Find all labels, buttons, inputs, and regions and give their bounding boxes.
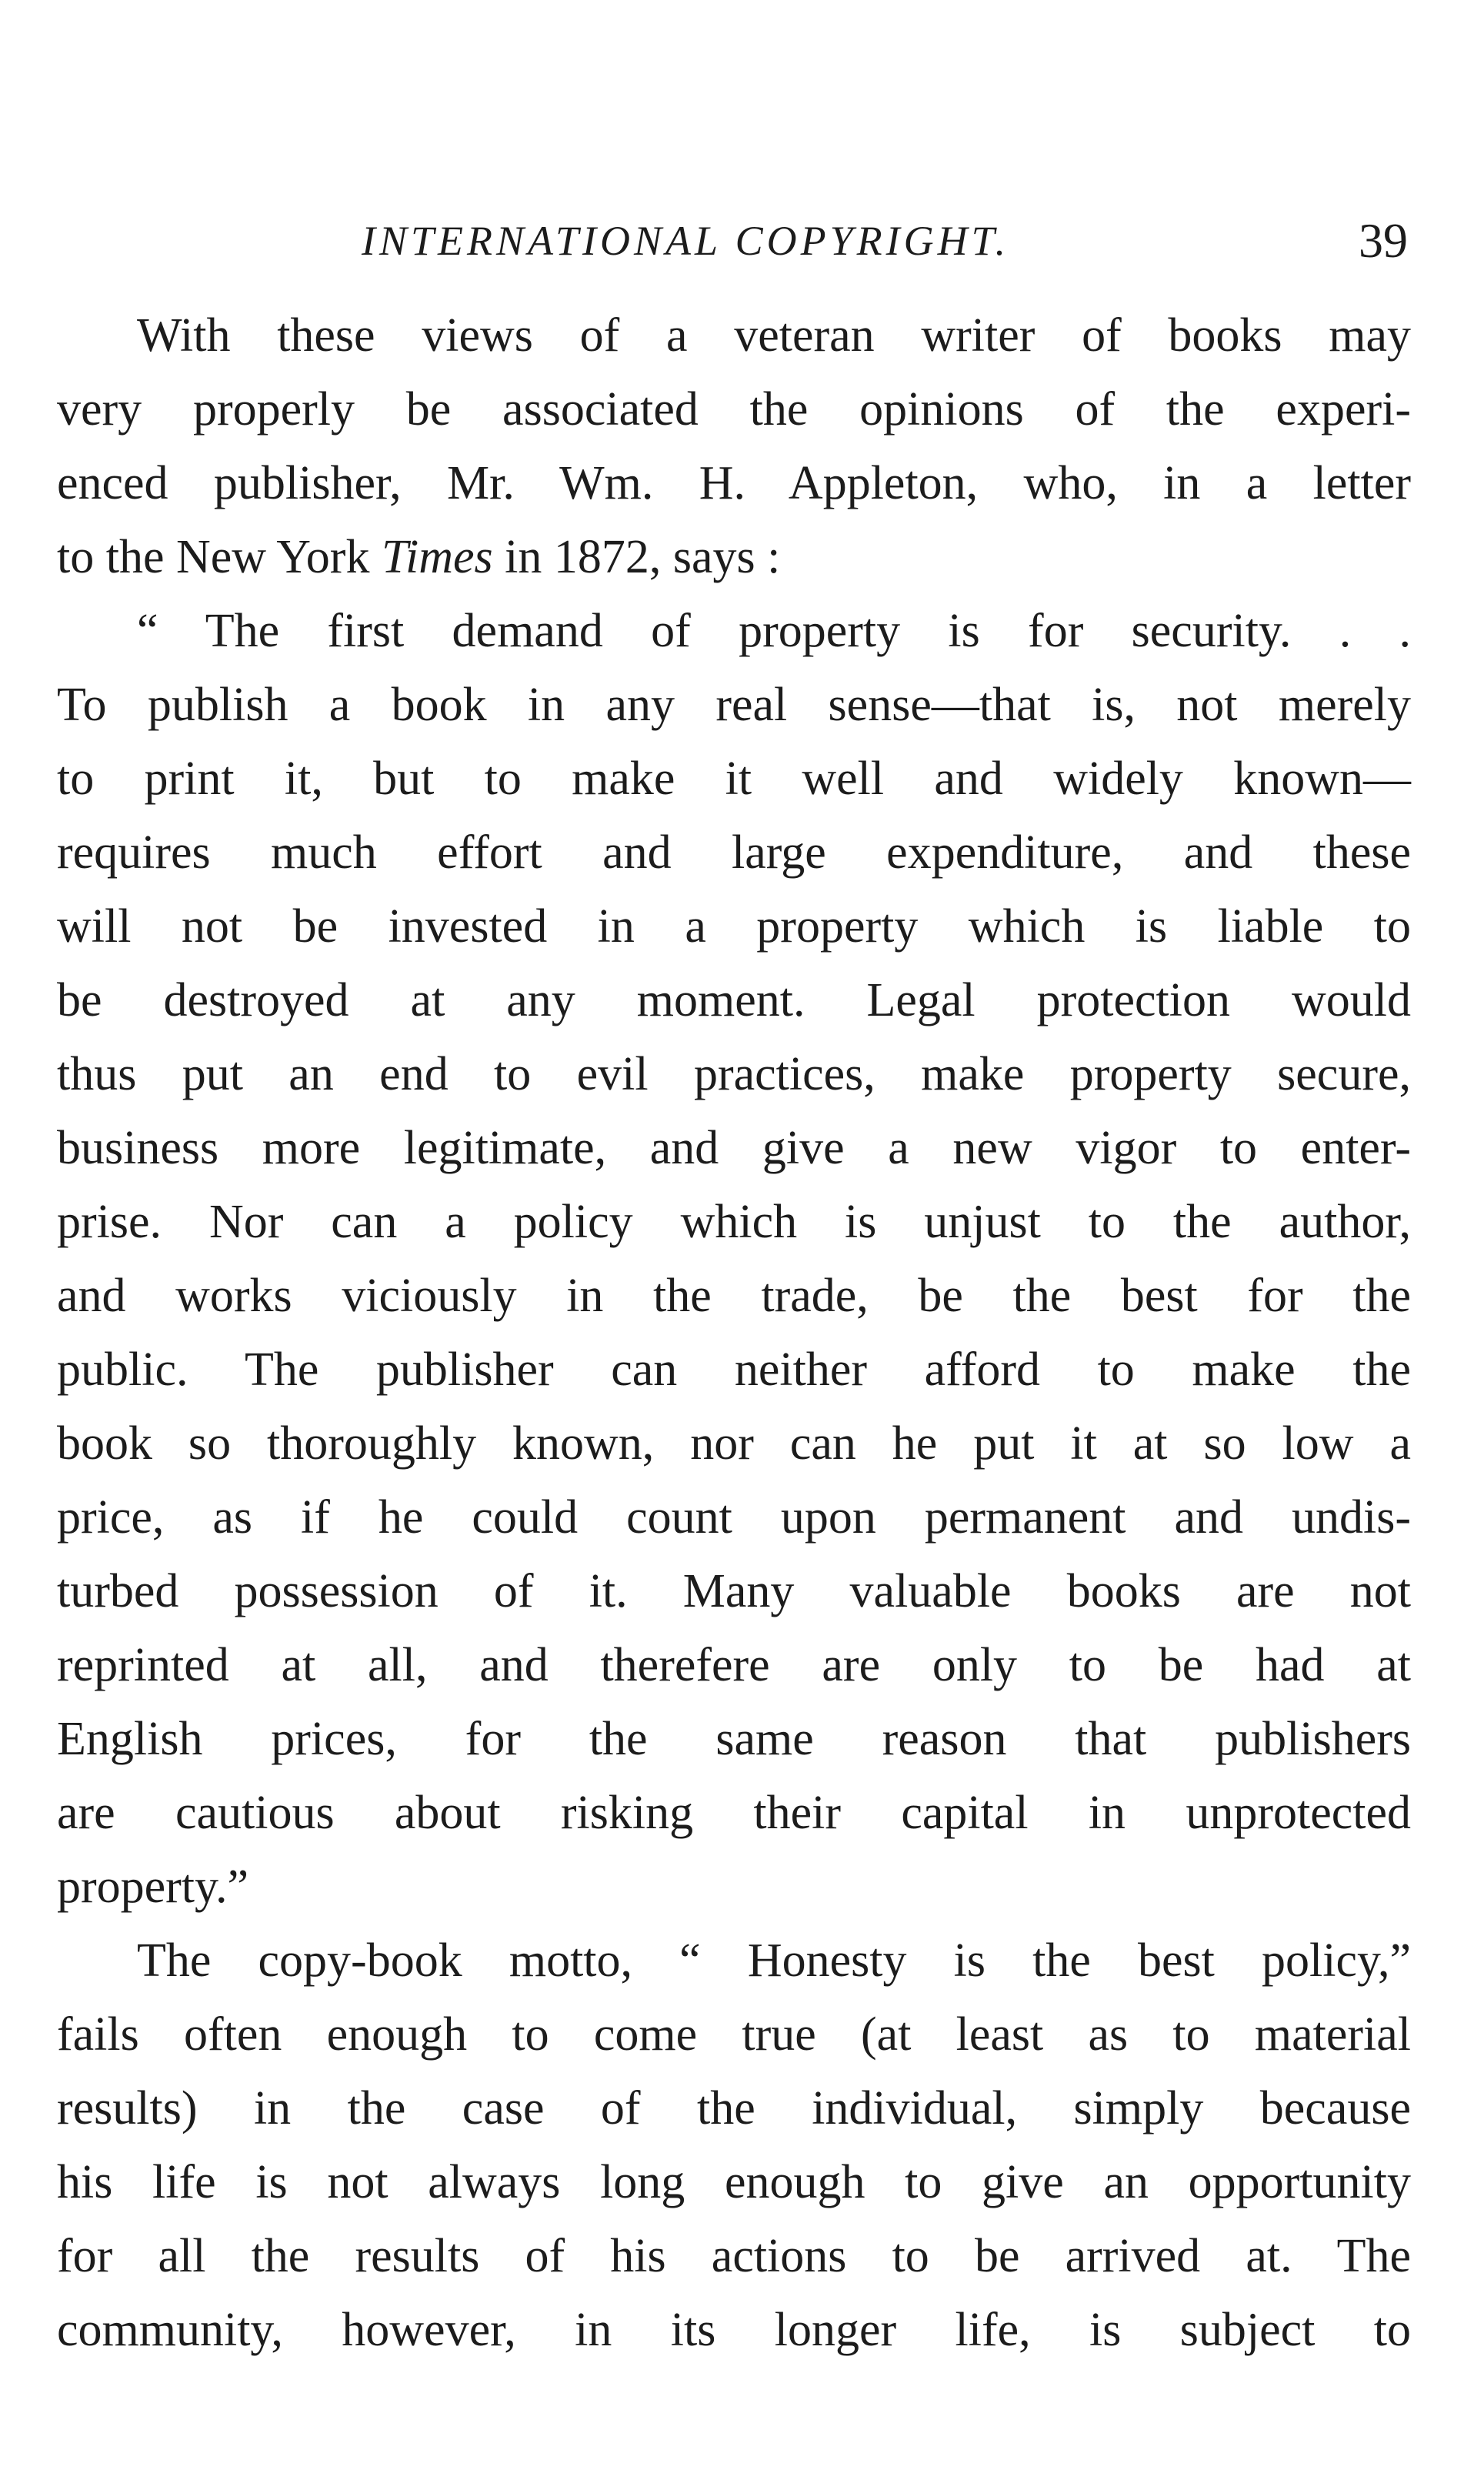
text-line: requires much effort and large expenditure, and these [57, 826, 1411, 879]
text-line: “ The first demand of property is for security. . . [137, 605, 1411, 657]
text-line: community, however, in its longer life, is subject to [57, 2304, 1411, 2356]
text-line: thus put an end to evil practices, make property secure, [57, 1048, 1411, 1100]
page-number: 39 [1359, 213, 1408, 268]
running-head [54, 206, 1408, 275]
text-line: very properly be associated the opinions of the experi- [57, 383, 1411, 436]
text-line: will not be invested in a property which is liable to [57, 900, 1411, 953]
text-line: With these views of a veteran writer of books may [137, 309, 1411, 362]
text-line: to the New York Times in 1872, says : [57, 531, 781, 583]
text-line: English prices, for the same reason that publishers [57, 1713, 1411, 1765]
text-line: book so thoroughly known, nor can he put it at so low a [57, 1417, 1411, 1470]
body-text [57, 299, 1411, 2367]
text-line: enced publisher, Mr. Wm. H. Appleton, who, in a letter [57, 457, 1411, 509]
text-line: price, as if he could count upon permanent and undis- [57, 1491, 1411, 1544]
running-title: INTERNATIONAL COPYRIGHT. [362, 218, 1010, 264]
text-line: turbed possession of it. Many valuable books are not [57, 1565, 1411, 1617]
text-line: are cautious about risking their capital in unprotected [57, 1787, 1411, 1839]
text-line: reprinted at all, and therefere are only to be had at [57, 1639, 1411, 1691]
text-line: for all the results of his actions to be arrived at. The [57, 2230, 1411, 2282]
text-line: fails often enough to come true (at least as to material [57, 2008, 1411, 2061]
text-line: and works viciously in the trade, be the best for the [57, 1270, 1411, 1322]
newspaper-title: Times [381, 531, 493, 583]
text-line: The copy-book motto, “ Honesty is the best policy,” [137, 1934, 1411, 1987]
text-line: results) in the case of the individual, simply because [57, 2082, 1411, 2135]
text-line: public. The publisher can neither afford to make the [57, 1343, 1411, 1396]
text-line: To publish a book in any real sense—that is, not merely [57, 679, 1411, 731]
paragraph-honesty-motto [57, 1924, 1411, 2367]
paragraph-appleton-intro [57, 299, 1411, 594]
text-line: his life is not always long enough to give an opportunity [57, 2156, 1411, 2208]
text-line: be destroyed at any moment. Legal protection would [57, 974, 1411, 1026]
paragraph-quotation [57, 594, 1411, 1924]
text-line: prise. Nor can a policy which is unjust to the author, [57, 1196, 1411, 1248]
text-line: business more legitimate, and give a new vigor to enter- [57, 1122, 1411, 1174]
text-line: to print it, but to make it well and widely known— [57, 753, 1411, 805]
text-line: property.” [57, 1861, 249, 1913]
bottom-margin [0, 2355, 1484, 2490]
